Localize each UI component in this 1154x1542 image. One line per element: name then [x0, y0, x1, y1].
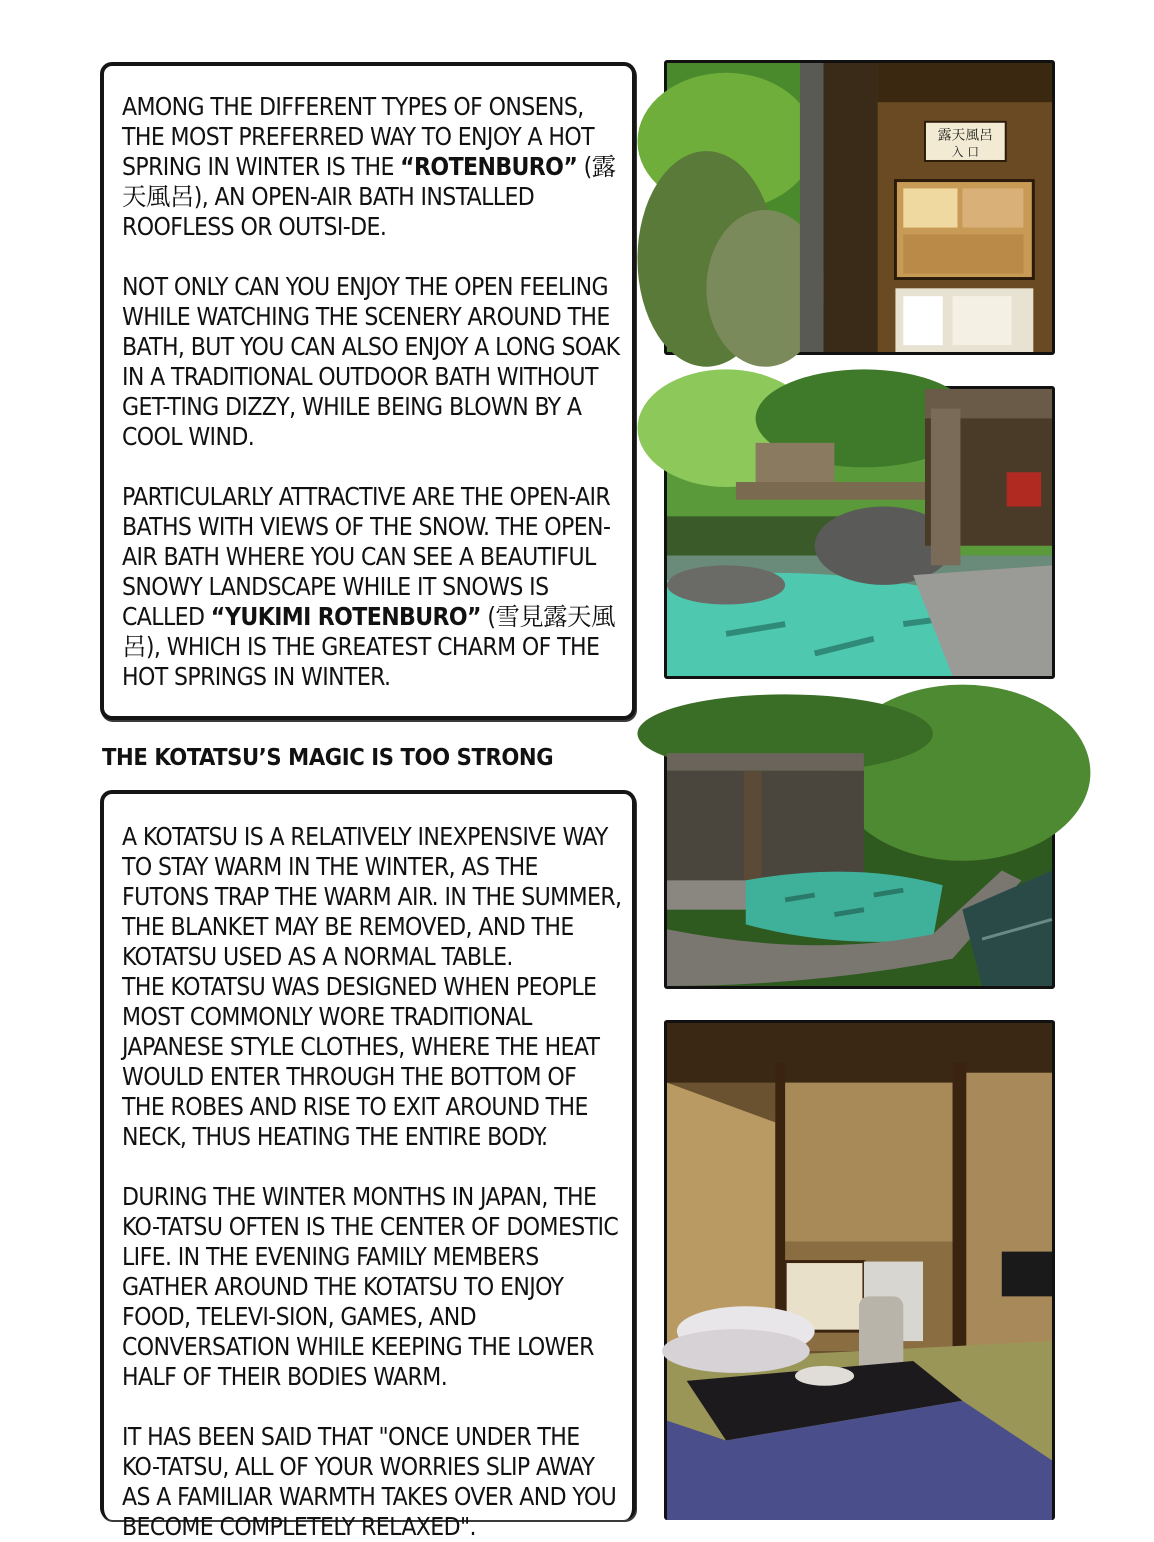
- riverside-bath-photo: [664, 711, 1055, 989]
- paragraph: [122, 92, 622, 242]
- rotenburo-term: “ROTENBURO”: [400, 152, 578, 181]
- sign-line-1: 露天風呂: [937, 127, 993, 144]
- paragraph: DURING THE WINTER MONTHS IN JAPAN, THE KO-TATSU OFTEN IS THE CENTER OF DOMESTIC LIFE. IN THE EVENING FAMILY MEMBERS GATHER AROUND THE KOTATSU TO ENJOY FOOD, TELEVI-SION, GAMES, AND CONVERSATION WHILE KEEPING THE LOWER HALF OF THEIR BODIES WARM.: [122, 1182, 619, 1391]
- text-run: NOT ONLY CAN YOU ENJOY THE OPEN FEELING WHILE WATCHING THE SCENERY AROUND THE BATH, BUT YOU CAN ALSO ENJOY A LONG SOAK IN A TRADITIONAL OUTDOOR BATH WITHOUT GET-TING DIZZY, WHILE BEING BLOWN BY A COOL WIND.: [122, 272, 620, 451]
- paragraph: IT HAS BEEN SAID THAT "ONCE UNDER THE KO-TATSU, ALL OF YOUR WORRIES SLIP AWAY AS A FAMILIAR WARMTH TAKES OVER AND YOU BECOME COMPLETELY RELAXED".: [122, 1422, 617, 1541]
- paragraph: [122, 272, 622, 452]
- section-heading: THE KOTATSU’S MAGIC IS TOO STRONG: [102, 743, 554, 771]
- kotatsu-text-panel: [100, 790, 636, 1541]
- paragraph: THE KOTATSU WAS DESIGNED WHEN PEOPLE MOST COMMONLY WORE TRADITIONAL JAPANESE STYLE CLOTHES, WHERE THE HEAT WOULD ENTER THROUGH THE BOTTOM OF THE ROBES AND RISE TO EXIT AROUND THE NECK, THUS HEATING THE ENTIRE BODY.: [122, 972, 600, 1151]
- text-run: PARTICULARLY ATTRACTIVE ARE THE OPEN-AIR BATHS WITH VIEWS OF THE SNOW. THE OPEN-AIR BATH WHERE YOU CAN SEE A BEAUTIFUL SNOWY LANDSCAPE WHILE IT SNOWS IS CALLED: [122, 482, 611, 631]
- text-run: (露天風呂), AN OPEN-AIR BATH INSTALLED ROOFLESS OR OUTSI-DE.: [122, 152, 616, 241]
- onsen-entrance-image: [667, 63, 1052, 352]
- onsen-text-panel: [100, 62, 636, 720]
- riverside-bath-image: [667, 714, 1052, 986]
- rotenburo-bridge-image: [667, 389, 1052, 676]
- paragraph: [122, 482, 622, 692]
- kotatsu-room-image: [667, 1023, 1052, 1520]
- onsen-text: [122, 92, 622, 692]
- kotatsu-room-photo: [664, 1020, 1055, 1520]
- text-run: AMONG THE DIFFERENT TYPES OF ONSENS, THE MOST PREFERRED WAY TO ENJOY A HOT SPRING IN WINTER IS THE: [122, 92, 594, 181]
- rotenburo-bridge-photo: [664, 386, 1055, 679]
- yukimi-rotenburo-term: “YUKIMI ROTENBURO”: [210, 602, 481, 631]
- paragraph: A KOTATSU IS A RELATIVELY INEXPENSIVE WAY TO STAY WARM IN THE WINTER, AS THE FUTONS TRAP THE WARM AIR. IN THE SUMMER, THE BLANKET MAY BE REMOVED, AND THE KOTATSU USED AS A NORMAL TABLE.: [122, 822, 622, 971]
- onsen-entrance-photo: [664, 60, 1055, 355]
- text-run: (雪見露天風呂), WHICH IS THE GREATEST CHARM OF THE HOT SPRINGS IN WINTER.: [122, 602, 615, 691]
- sign-line-2: 入 口: [951, 145, 980, 160]
- kotatsu-text: [122, 822, 622, 1542]
